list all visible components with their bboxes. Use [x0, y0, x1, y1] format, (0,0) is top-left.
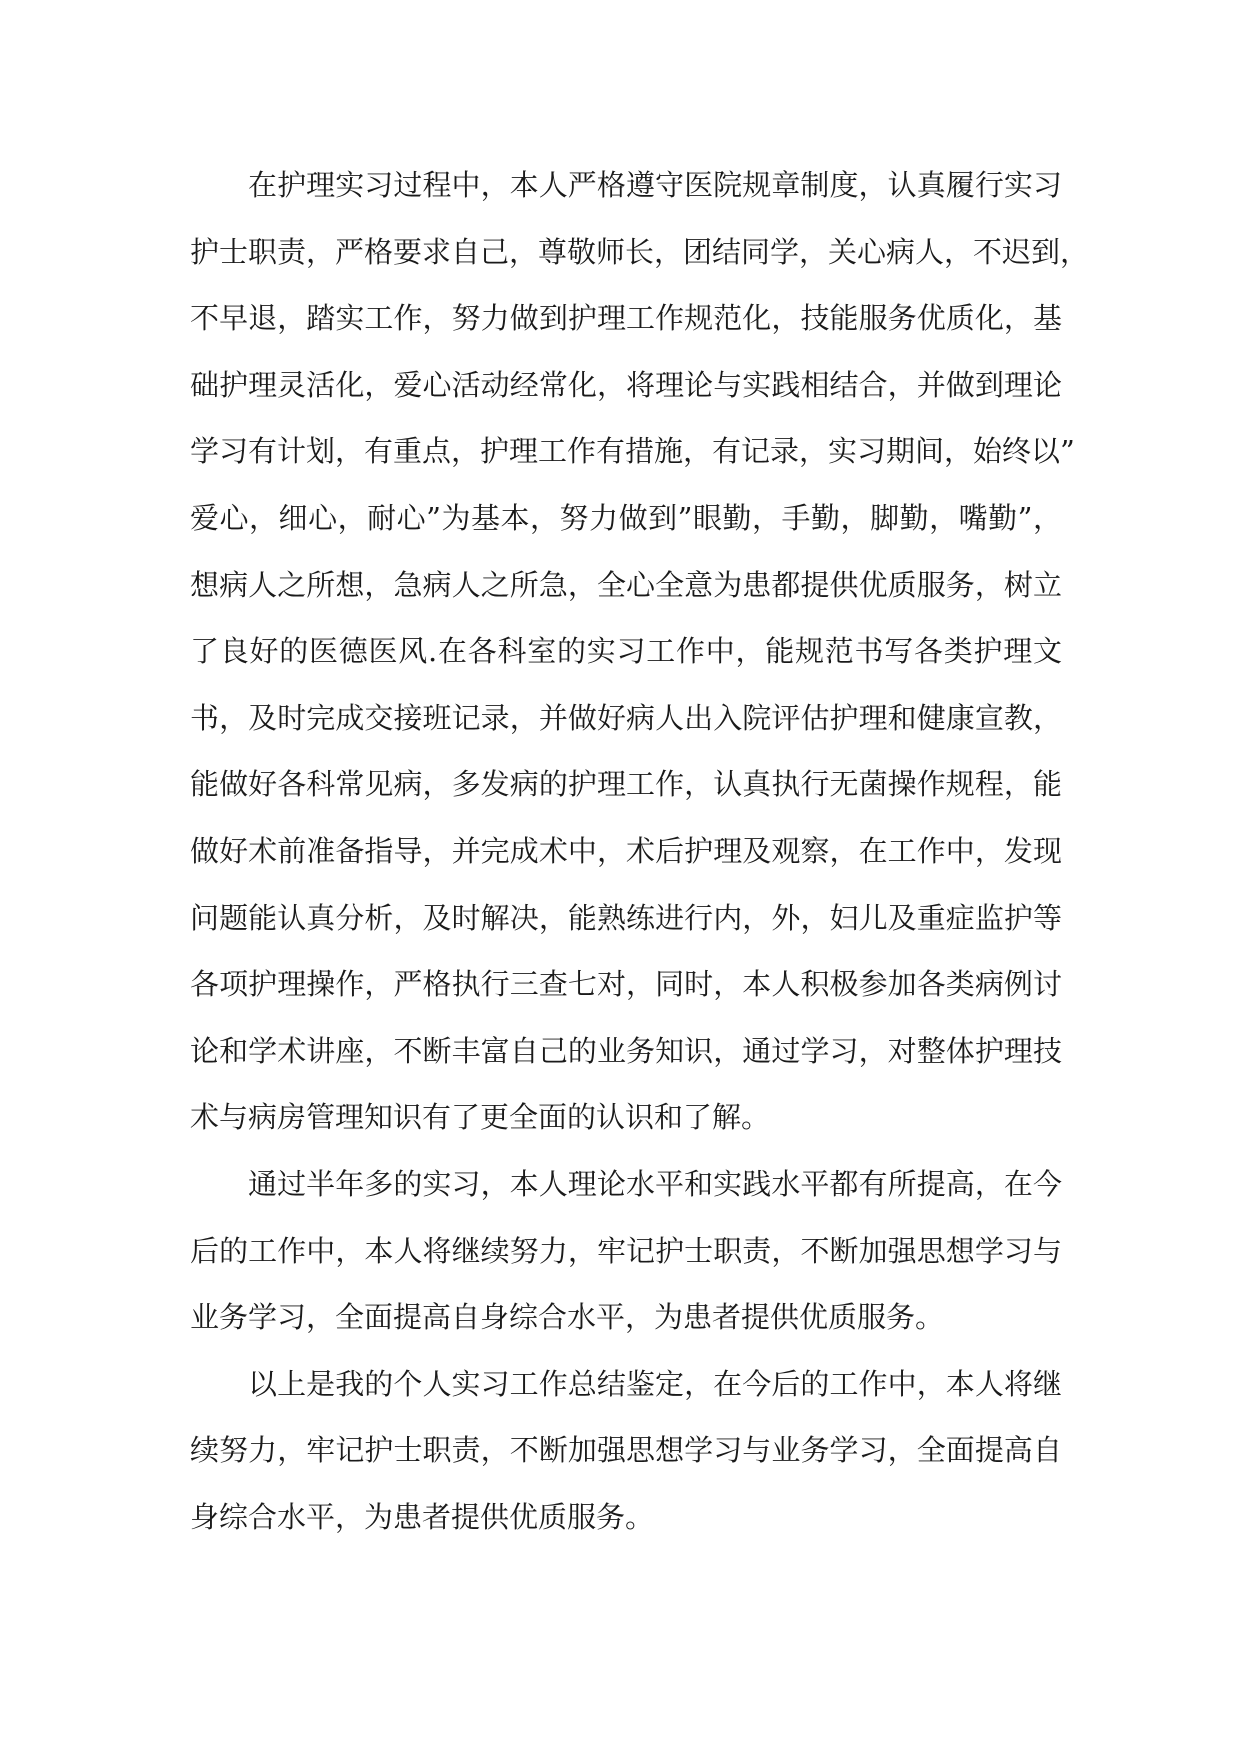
paragraph-2	[190, 1151, 1062, 1351]
text-line: 身综合水平，为患者提供优质服务。	[190, 1499, 655, 1534]
text-line: 在护理实习过程中，本人严格遵守医院规章制度，认真履行实习	[248, 168, 1062, 202]
text-line: 术与病房管理知识有了更全面的认识和了解。	[190, 1100, 771, 1135]
text-line: 问题能认真分析，及时解决，能熟练进行内，外，妇儿及重症监护等	[190, 900, 1062, 935]
text-line: 护士职责，严格要求自己，尊敬师长，团结同学，关心病人，不迟到，	[190, 234, 1090, 269]
text-line: 通过半年多的实习，本人理论水平和实践水平都有所提高，在今	[248, 1166, 1062, 1201]
paragraph-3	[190, 1351, 1062, 1551]
text-line: 能做好各科常见病，多发病的护理工作，认真执行无菌操作规程，能	[190, 767, 1062, 802]
text-line: 论和学术讲座，不断丰富自己的业务知识，通过学习，对整体护理技	[190, 1033, 1062, 1068]
text-line: 了良好的医德医风.在各科室的实习工作中，能规范书写各类护理文	[190, 634, 1062, 669]
text-line: 础护理灵活化，爱心活动经常化，将理论与实践相结合，并做到理论	[190, 367, 1062, 402]
text-line: 学习有计划，有重点，护理工作有措施，有记录，实习期间，始终以”	[190, 434, 1075, 469]
text-line: 业务学习，全面提高自身综合水平，为患者提供优质服务。	[190, 1300, 945, 1335]
document-body	[190, 152, 1090, 1550]
text-line: 以上是我的个人实习工作总结鉴定，在今后的工作中，本人将继	[248, 1366, 1062, 1401]
text-line: 想病人之所想，急病人之所急，全心全意为患都提供优质服务，树立	[190, 567, 1062, 602]
text-line: 不早退，踏实工作，努力做到护理工作规范化，技能服务优质化，基	[190, 301, 1062, 336]
text-line: 爱心，细心，耐心”为基本，努力做到”眼勤，手勤，脚勤，嘴勤”，	[190, 500, 1062, 535]
paragraph-1	[190, 152, 1090, 1151]
text-line: 续努力，牢记护士职责，不断加强思想学习与业务学习，全面提高自	[190, 1433, 1062, 1468]
text-line: 做好术前准备指导，并完成术中，术后护理及观察，在工作中，发现	[190, 833, 1062, 868]
text-line: 书，及时完成交接班记录，并做好病人出入院评估护理和健康宣教，	[190, 700, 1062, 735]
text-line: 各项护理操作，严格执行三查七对，同时，本人积极参加各类病例讨	[190, 967, 1062, 1002]
text-line: 后的工作中，本人将继续努力，牢记护士职责，不断加强思想学习与	[190, 1233, 1062, 1268]
